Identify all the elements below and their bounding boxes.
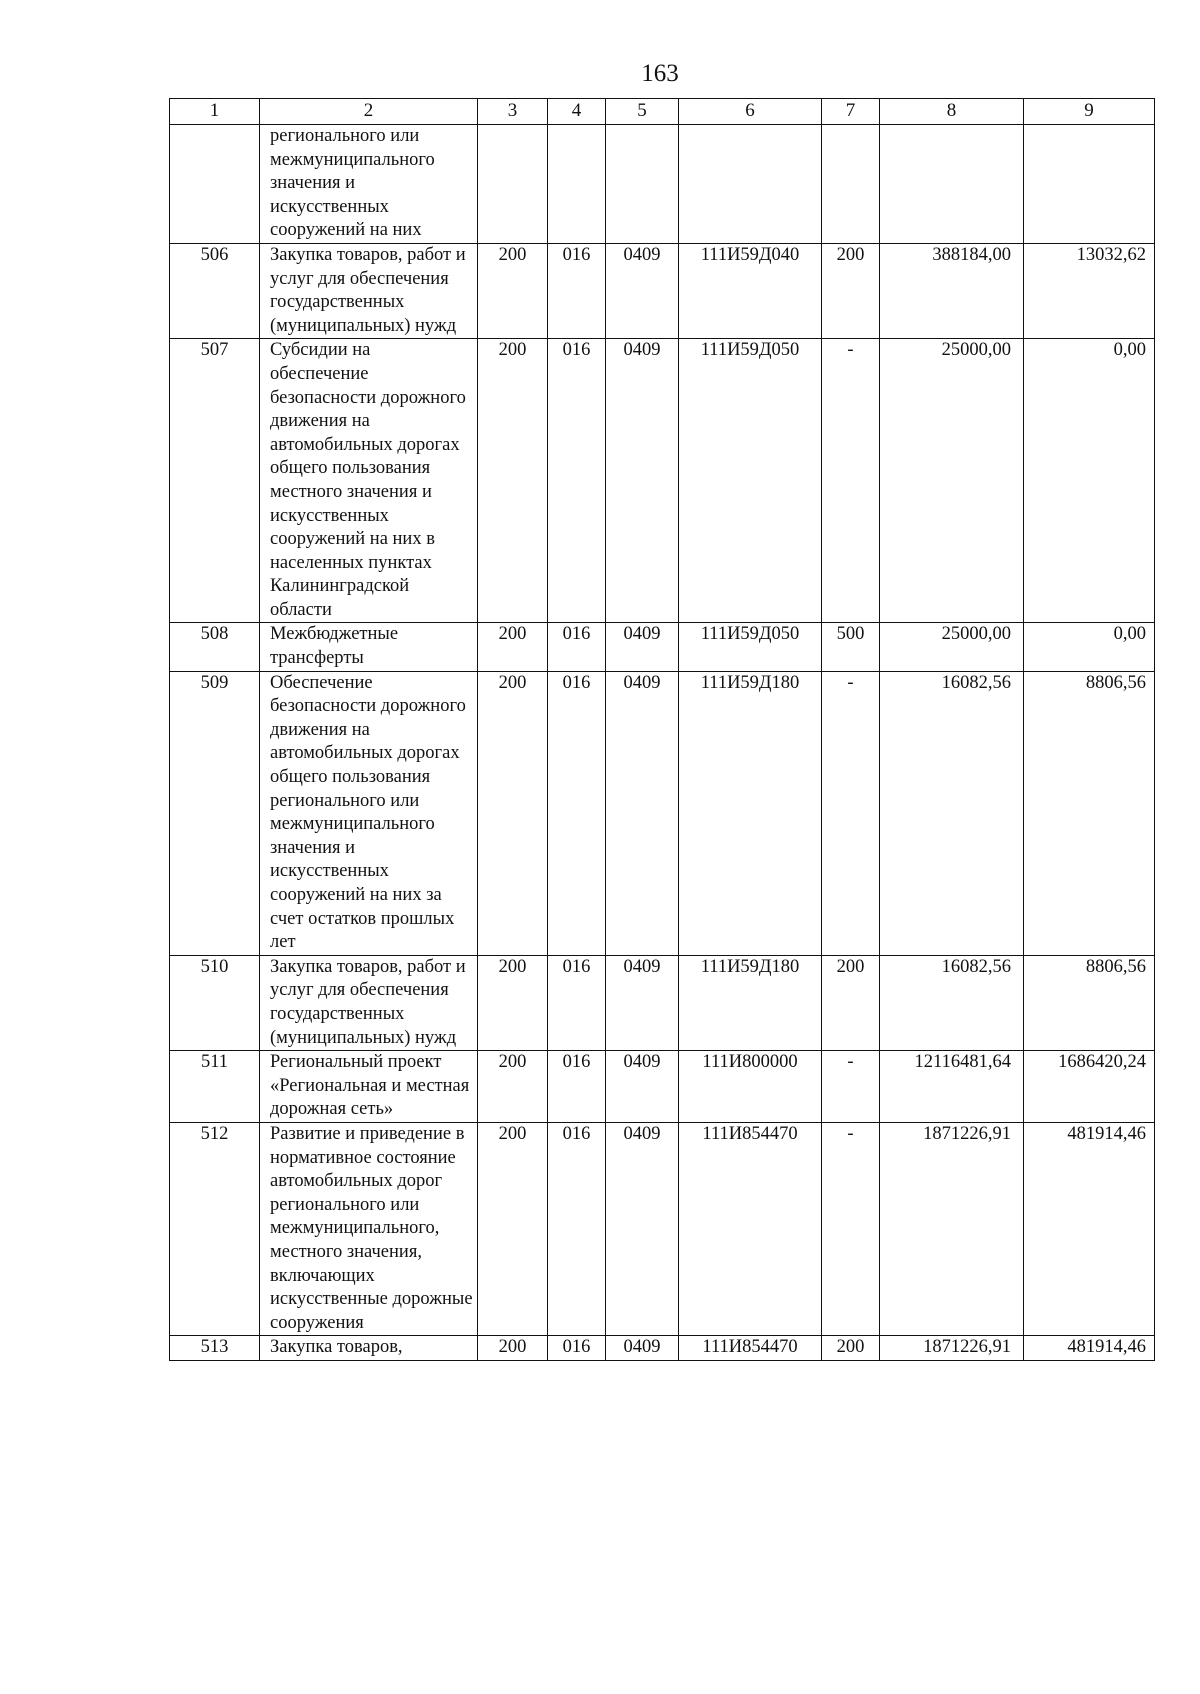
planned-amount: 1871226,91: [880, 1336, 1024, 1361]
planned-amount: 25000,00: [880, 623, 1024, 671]
column-number-row: [170, 99, 1155, 125]
ministry-code: 200: [478, 1122, 548, 1335]
column-header: 6: [679, 99, 822, 125]
table-row: [170, 671, 1155, 955]
executed-amount: 13032,62: [1024, 243, 1155, 338]
ministry-code: [478, 125, 548, 244]
department-code: 016: [548, 339, 606, 623]
department-code: 016: [548, 1051, 606, 1123]
expense-type-code: -: [822, 339, 880, 623]
row-number: [170, 125, 260, 244]
expense-type-code: 500: [822, 623, 880, 671]
row-description: Закупка товаров,: [260, 1336, 478, 1361]
target-article-code: 111И59Д180: [679, 671, 822, 955]
section-code: [606, 125, 679, 244]
department-code: 016: [548, 955, 606, 1050]
column-header: 7: [822, 99, 880, 125]
expense-type-code: 200: [822, 1336, 880, 1361]
row-description: Обеспечение безопасности дорожного движения на автомобильных дорогах общего пользования регионального или межмуниципального значения и искусственных сооружений на них за счет остатков прошлых лет: [260, 671, 478, 955]
section-code: 0409: [606, 671, 679, 955]
target-article-code: 111И59Д040: [679, 243, 822, 338]
executed-amount: 0,00: [1024, 623, 1155, 671]
section-code: 0409: [606, 243, 679, 338]
target-article-code: 111И59Д180: [679, 955, 822, 1050]
row-description: Закупка товаров, работ и услуг для обеспечения государственных (муниципальных) нужд: [260, 955, 478, 1050]
row-description: Региональный проект «Региональная и местная дорожная сеть»: [260, 1051, 478, 1123]
planned-amount: 16082,56: [880, 955, 1024, 1050]
executed-amount: 8806,56: [1024, 955, 1155, 1050]
row-number: 507: [170, 339, 260, 623]
row-number: 509: [170, 671, 260, 955]
row-number: 508: [170, 623, 260, 671]
row-number: 506: [170, 243, 260, 338]
executed-amount: 481914,46: [1024, 1336, 1155, 1361]
row-description: Развитие и приведение в нормативное состояние автомобильных дорог регионального или межмуниципального, местного значения, включающих искусственные дорожные сооружения: [260, 1122, 478, 1335]
budget-table: [169, 98, 1155, 1361]
executed-amount: 481914,46: [1024, 1122, 1155, 1335]
executed-amount: 0,00: [1024, 339, 1155, 623]
department-code: 016: [548, 671, 606, 955]
expense-type-code: 200: [822, 955, 880, 1050]
table-row: [170, 1051, 1155, 1123]
department-code: [548, 125, 606, 244]
planned-amount: 25000,00: [880, 339, 1024, 623]
planned-amount: [880, 125, 1024, 244]
expense-type-code: 200: [822, 243, 880, 338]
section-code: 0409: [606, 1122, 679, 1335]
ministry-code: 200: [478, 623, 548, 671]
target-article-code: [679, 125, 822, 244]
table-row: [170, 125, 1155, 244]
table-row: [170, 623, 1155, 671]
table-row: [170, 1336, 1155, 1361]
row-description: Межбюджетные трансферты: [260, 623, 478, 671]
target-article-code: 111И800000: [679, 1051, 822, 1123]
ministry-code: 200: [478, 243, 548, 338]
row-number: 512: [170, 1122, 260, 1335]
column-header: 4: [548, 99, 606, 125]
planned-amount: 388184,00: [880, 243, 1024, 338]
section-code: 0409: [606, 339, 679, 623]
column-header: 2: [260, 99, 478, 125]
section-code: 0409: [606, 1336, 679, 1361]
planned-amount: 1871226,91: [880, 1122, 1024, 1335]
expense-type-code: -: [822, 1051, 880, 1123]
executed-amount: [1024, 125, 1155, 244]
expense-type-code: -: [822, 1122, 880, 1335]
row-number: 510: [170, 955, 260, 1050]
row-description: регионального или межмуниципального значения и искусственных сооружений на них: [260, 125, 478, 244]
ministry-code: 200: [478, 339, 548, 623]
planned-amount: 12116481,64: [880, 1051, 1024, 1123]
page-number: 163: [641, 60, 679, 87]
column-header: 1: [170, 99, 260, 125]
expense-type-code: -: [822, 671, 880, 955]
ministry-code: 200: [478, 671, 548, 955]
target-article-code: 111И59Д050: [679, 623, 822, 671]
ministry-code: 200: [478, 955, 548, 1050]
table-row: [170, 1122, 1155, 1335]
table-row: [170, 955, 1155, 1050]
planned-amount: 16082,56: [880, 671, 1024, 955]
table-row: [170, 339, 1155, 623]
section-code: 0409: [606, 623, 679, 671]
section-code: 0409: [606, 955, 679, 1050]
executed-amount: 1686420,24: [1024, 1051, 1155, 1123]
section-code: 0409: [606, 1051, 679, 1123]
executed-amount: 8806,56: [1024, 671, 1155, 955]
row-description: Субсидии на обеспечение безопасности дорожного движения на автомобильных дорогах общего пользования местного значения и искусственных сооружений на них в населенных пунктах Калининградской области: [260, 339, 478, 623]
target-article-code: 111И854470: [679, 1122, 822, 1335]
department-code: 016: [548, 1122, 606, 1335]
column-header: 9: [1024, 99, 1155, 125]
department-code: 016: [548, 623, 606, 671]
column-header: 5: [606, 99, 679, 125]
table-row: [170, 243, 1155, 338]
target-article-code: 111И854470: [679, 1336, 822, 1361]
column-header: 3: [478, 99, 548, 125]
expense-type-code: [822, 125, 880, 244]
row-number: 511: [170, 1051, 260, 1123]
row-number: 513: [170, 1336, 260, 1361]
department-code: 016: [548, 243, 606, 338]
row-description: Закупка товаров, работ и услуг для обеспечения государственных (муниципальных) нужд: [260, 243, 478, 338]
department-code: 016: [548, 1336, 606, 1361]
column-header: 8: [880, 99, 1024, 125]
ministry-code: 200: [478, 1051, 548, 1123]
ministry-code: 200: [478, 1336, 548, 1361]
target-article-code: 111И59Д050: [679, 339, 822, 623]
